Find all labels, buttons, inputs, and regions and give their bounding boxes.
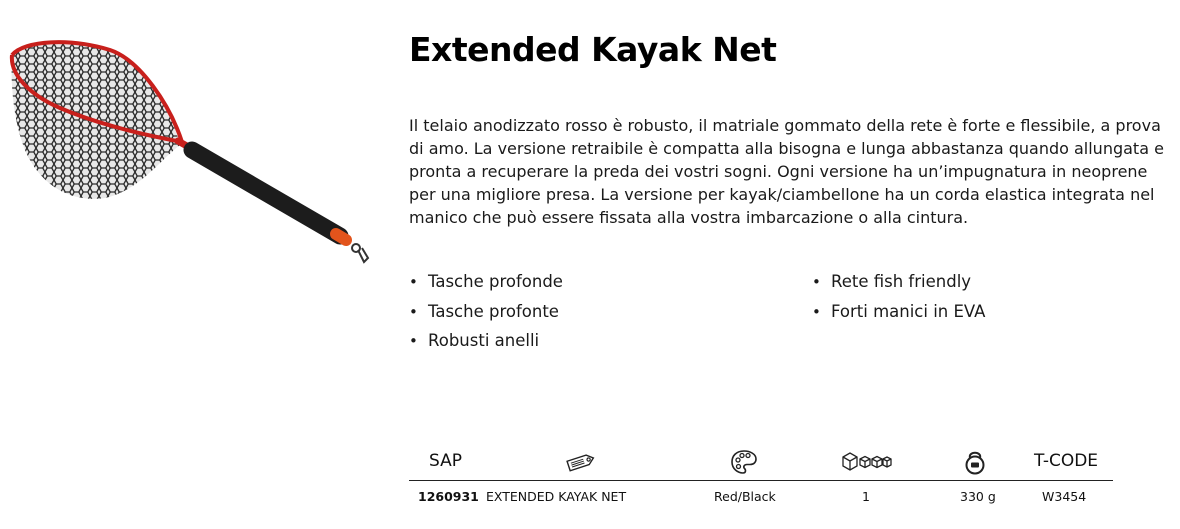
list-item xyxy=(812,300,985,330)
product-title: Extended Kayak Net xyxy=(409,30,777,69)
feature-text: Tasche profonde xyxy=(428,272,563,291)
cell-color: Red/Black xyxy=(714,489,776,504)
bullet-icon: • xyxy=(409,332,418,350)
header-tcode: T-CODE xyxy=(1034,451,1099,471)
spec-table xyxy=(409,446,1113,513)
kettlebell-icon xyxy=(963,448,987,476)
landing-net-image xyxy=(0,28,380,278)
bullet-icon: • xyxy=(409,273,418,291)
feature-text: Robusti anelli xyxy=(428,331,540,350)
palette-icon xyxy=(729,448,759,476)
cell-weight: 330 g xyxy=(960,489,996,504)
feature-text: Forti manici in EVA xyxy=(831,301,986,321)
feature-column-right xyxy=(812,270,985,329)
bullet-icon: • xyxy=(812,273,821,291)
cell-name: EXTENDED KAYAK NET xyxy=(486,489,627,504)
cell-pack: 1 xyxy=(862,489,870,504)
boxes-icon xyxy=(841,448,893,476)
cell-tcode: W3454 xyxy=(1042,489,1087,504)
feature-text: Rete fish friendly xyxy=(831,272,972,291)
feature-column-left xyxy=(409,270,563,359)
bullet-icon: • xyxy=(409,302,418,321)
list-item xyxy=(812,270,985,300)
table-header xyxy=(409,446,1113,481)
price-tag-icon xyxy=(565,448,597,476)
product-description: Il telaio anodizzato rosso è robusto, il matriale gommato della rete è forte e flessibile, a prova di amo. La versione retraibile è compatta alla bisogna e lunga abbastanza quando allungata e pronta a recuperare la preda dei vostri sogni. Ogni versione ha un’impugnatura in neoprene per una migliore presa. La versione per kayak/ciambellone ha un corda elastica integrata nel manico che può essere fissata alla vostra imbarcazione o alla cintura. xyxy=(409,116,1164,227)
list-item xyxy=(409,300,563,330)
table-row xyxy=(409,481,1113,513)
feature-text: Tasche profonte xyxy=(428,301,559,321)
header-sap: SAP xyxy=(429,451,462,471)
cell-sap: 1260931 xyxy=(418,489,479,504)
list-item xyxy=(409,270,563,300)
list-item xyxy=(409,329,563,359)
bullet-icon: • xyxy=(812,302,821,321)
